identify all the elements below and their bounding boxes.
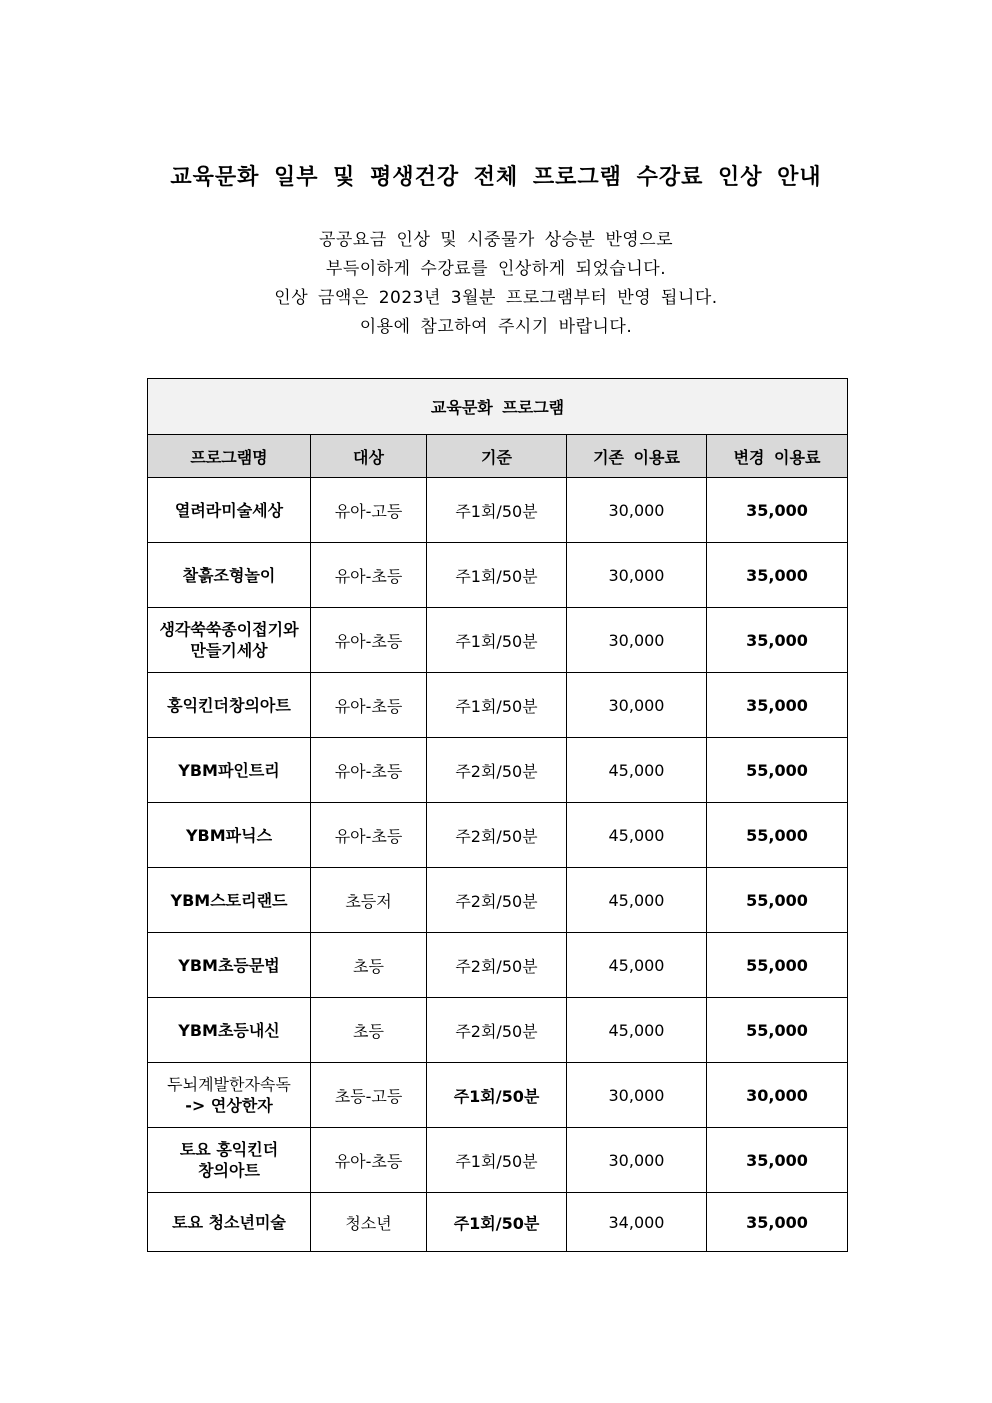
program-name: 토요 청소년미술 (172, 1212, 286, 1232)
notice-line: 공공요금 인상 및 시중물가 상승분 반영으로 (318, 230, 674, 250)
basis-cell: 주2회/50분 (427, 803, 567, 868)
program-name-cell (148, 933, 311, 998)
table-section-title: 교육문화 프로그램 (148, 379, 848, 435)
old-fee-cell: 30,000 (567, 1063, 707, 1128)
target-cell: 유아-초등 (311, 738, 427, 803)
old-fee-cell: 45,000 (567, 803, 707, 868)
page-title: 교육문화 일부 및 평생건강 전체 프로그램 수강료 인상 안내 (170, 164, 822, 190)
program-name: YBM파닉스 (185, 825, 273, 845)
target-cell: 유아-초등 (311, 543, 427, 608)
table-row (148, 673, 848, 738)
program-name: YBM파인트리 (178, 760, 280, 780)
target-cell: 초등저 (311, 868, 427, 933)
notice-line: 인상 금액은 2023년 3월분 프로그램부터 반영 됩니다. (274, 288, 718, 308)
target-cell: 청소년 (311, 1193, 427, 1252)
new-fee-cell: 30,000 (707, 1063, 848, 1128)
new-fee-cell: 55,000 (707, 998, 848, 1063)
program-name: 열려라미술세상 (174, 500, 284, 520)
program-name-cell (148, 998, 311, 1063)
basis-cell: 주1회/50분 (427, 608, 567, 673)
program-name: 토요 홍익킨더 (179, 1140, 279, 1159)
program-name-cell (148, 1063, 311, 1128)
new-fee-cell: 35,000 (707, 543, 848, 608)
basis-cell: 주2회/50분 (427, 738, 567, 803)
program-name: YBM스토리랜드 (170, 890, 288, 910)
old-fee-cell: 30,000 (567, 608, 707, 673)
program-name-cell (148, 608, 311, 673)
fee-table-body (148, 478, 848, 1252)
target-cell: 유아-고등 (311, 478, 427, 543)
program-name-cell (148, 738, 311, 803)
fee-table (147, 378, 848, 1252)
notice-line: 부득이하게 수강료를 인상하게 되었습니다. (325, 259, 667, 279)
table-row (148, 998, 848, 1063)
program-name-cell (148, 803, 311, 868)
table-row (148, 608, 848, 673)
program-name-cell (148, 868, 311, 933)
table-row (148, 738, 848, 803)
program-name-cell (148, 478, 311, 543)
program-name: 홍익킨더창의아트 (167, 695, 291, 715)
table-row (148, 1193, 848, 1252)
program-name-line2: 만들기세상 (190, 641, 268, 660)
table-row (148, 543, 848, 608)
program-name-line2: 창의아트 (198, 1161, 260, 1180)
old-fee-cell: 45,000 (567, 933, 707, 998)
program-name: 찰흙조형놀이 (182, 565, 276, 585)
basis-cell: 주1회/50분 (427, 543, 567, 608)
old-fee-cell: 30,000 (567, 543, 707, 608)
program-name-cell (148, 1128, 311, 1193)
table-row (148, 1063, 848, 1128)
basis-cell: 주2회/50분 (427, 933, 567, 998)
new-fee-cell: 35,000 (707, 608, 848, 673)
old-fee-cell: 45,000 (567, 868, 707, 933)
table-row (148, 868, 848, 933)
target-cell: 유아-초등 (311, 1128, 427, 1193)
new-fee-cell: 35,000 (707, 478, 848, 543)
notice-line: 이용에 참고하여 주시기 바랍니다. (359, 317, 633, 337)
basis-cell: 주2회/50분 (427, 868, 567, 933)
target-cell: 유아-초등 (311, 673, 427, 738)
old-fee-cell: 30,000 (567, 478, 707, 543)
new-fee-cell: 35,000 (707, 673, 848, 738)
column-header-target: 대상 (311, 435, 427, 478)
basis-cell: 주1회/50분 (427, 1128, 567, 1193)
program-name-line2: -> 연상한자 (185, 1096, 273, 1115)
table-row (148, 1128, 848, 1193)
program-name-cell (148, 1193, 311, 1252)
program-name: 생각쑥쑥종이접기와 (159, 620, 299, 639)
program-name-cell (148, 673, 311, 738)
basis-cell: 주1회/50분 (427, 1193, 567, 1252)
new-fee-cell: 55,000 (707, 933, 848, 998)
old-fee-cell: 30,000 (567, 673, 707, 738)
column-header-new-fee: 변경 이용료 (707, 435, 848, 478)
basis-cell: 주1회/50분 (427, 673, 567, 738)
old-fee-cell: 30,000 (567, 1128, 707, 1193)
new-fee-cell: 55,000 (707, 803, 848, 868)
target-cell: 유아-초등 (311, 608, 427, 673)
old-fee-cell: 45,000 (567, 738, 707, 803)
target-cell: 초등 (311, 933, 427, 998)
basis-cell: 주2회/50분 (427, 998, 567, 1063)
program-name: YBM초등문법 (178, 955, 280, 975)
basis-cell: 주1회/50분 (427, 478, 567, 543)
basis-cell: 주1회/50분 (427, 1063, 567, 1128)
column-header-old-fee: 기존 이용료 (567, 435, 707, 478)
column-header-basis: 기준 (427, 435, 567, 478)
column-header-program: 프로그램명 (148, 435, 311, 478)
new-fee-cell: 55,000 (707, 738, 848, 803)
new-fee-cell: 35,000 (707, 1193, 848, 1252)
program-name: 두뇌계발한자속독 (167, 1075, 291, 1094)
table-row (148, 478, 848, 543)
old-fee-cell: 34,000 (567, 1193, 707, 1252)
new-fee-cell: 35,000 (707, 1128, 848, 1193)
notice-text (0, 226, 992, 342)
table-row (148, 933, 848, 998)
target-cell: 초등-고등 (311, 1063, 427, 1128)
target-cell: 유아-초등 (311, 803, 427, 868)
program-name: YBM초등내신 (178, 1020, 280, 1040)
program-name-cell (148, 543, 311, 608)
new-fee-cell: 55,000 (707, 868, 848, 933)
target-cell: 초등 (311, 998, 427, 1063)
table-row (148, 803, 848, 868)
old-fee-cell: 45,000 (567, 998, 707, 1063)
